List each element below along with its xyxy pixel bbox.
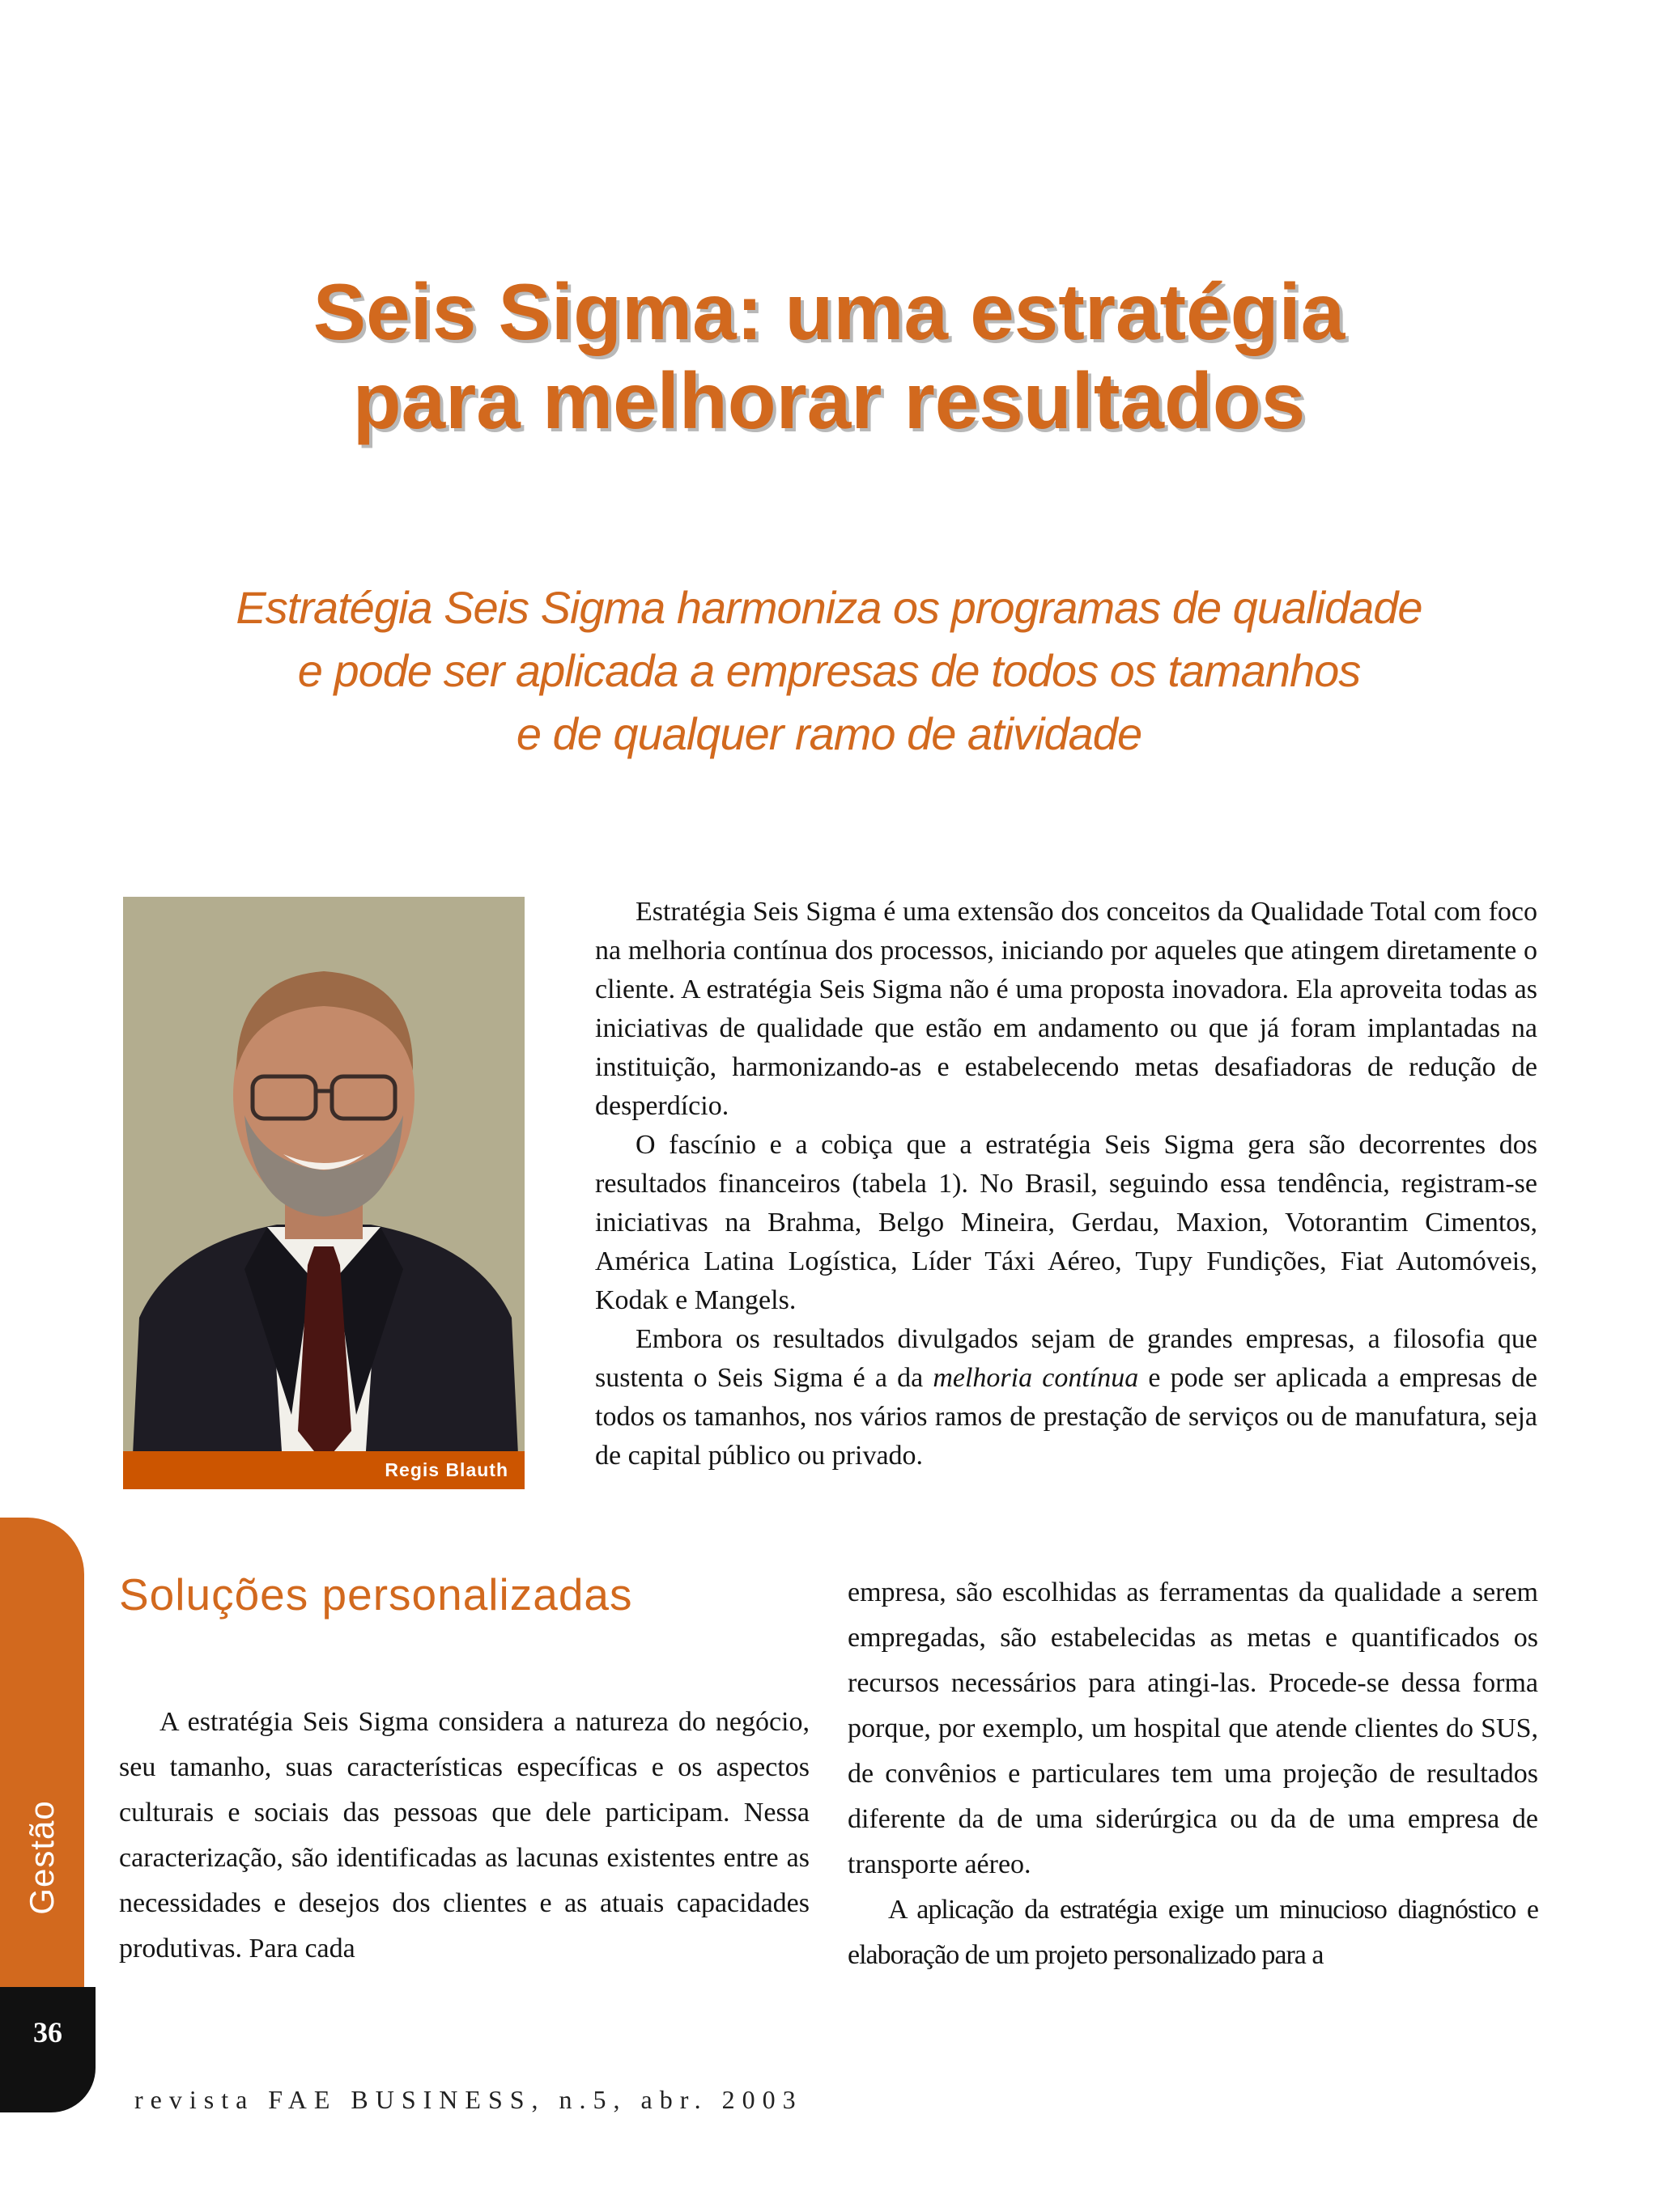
body-column-left [119, 1700, 810, 1972]
article-subtitle [0, 576, 1658, 766]
body-right-paragraph-2: A aplicação da estratégia exige um minucioso diagnóstico e elaboração de um projeto personalizado para a [848, 1895, 1538, 1970]
section-side-label: Gestão [23, 1800, 61, 1915]
article-title-line-1: Seis Sigma: uma estratégia [312, 267, 1346, 356]
article-subtitle-line-1: Estratégia Seis Sigma harmoniza os programas de qualidade [236, 582, 1422, 633]
article-subtitle-line-3: e de qualquer ramo de atividade [516, 708, 1142, 759]
body-left-paragraph: A estratégia Seis Sigma considera a natureza do negócio, seu tamanho, suas características específicas e os aspectos culturais e sociais das pessoas que dele participam. Nessa caracterização, são identificadas as lacunas existentes entre as necessidades e desejos dos clientes e as atuais capacidades produtivas. Para cada [119, 1707, 810, 1964]
footer-citation: revista FAE BUSINESS, n.5, abr. 2003 [134, 2085, 803, 2114]
intro-paragraph-3-emphasis: melhoria contínua [933, 1363, 1139, 1393]
section-heading: Soluções personalizadas [119, 1569, 633, 1620]
intro-paragraph-3-start: Embora os resultados divulgados sejam de grandes empresas, a filosofia que sustenta o Seis Sigma é a da [595, 1324, 1537, 1393]
article-title-line-2: para melhorar resultados [352, 356, 1306, 445]
article-title [0, 267, 1658, 445]
intro-text [595, 893, 1537, 1475]
body-right-paragraph-1: empresa, são escolhidas as ferramentas da qualidade a serem empregadas, são estabelecidas as metas e quantificados os recursos necessários para atingi-las. Procede-se dessa forma porque, por exemplo, um hospital que atende clientes do SUS, de convênios e particulares tem uma projeção de resultados diferente da de uma siderúrgica ou da de uma empresa de transporte aéreo. [848, 1577, 1538, 1879]
intro-paragraph-2: O fascínio e a cobiça que a estratégia Seis Sigma gera são decorrentes dos resultados financeiros (tabela 1). No Brasil, seguindo essa tendência, registram-se iniciativas na Brahma, Belgo Mineira, Gerdau, Maxion, Votorantim Cimentos, América Latina Logística, Líder Táxi Aéreo, Tupy Fundições, Fiat Automóveis, Kodak e Mangels. [595, 1130, 1537, 1315]
article-subtitle-line-2: e pode ser aplicada a empresas de todos os tamanhos [297, 645, 1361, 696]
section-side-tab [0, 1518, 84, 1987]
page-number-tab [0, 1987, 96, 2112]
intro-paragraph-3 [595, 1320, 1537, 1475]
author-portrait-illustration [123, 897, 525, 1489]
intro-paragraph-3-end: e pode ser aplicada a empresas de todos os tamanhos, nos vários ramos de prestação de serviços ou de manufatura, seja de capital público ou privado. [595, 1363, 1537, 1471]
photo-caption: Regis Blauth [123, 1451, 525, 1489]
page-number: 36 [33, 2016, 62, 2049]
author-photo [123, 897, 525, 1489]
body-column-right [848, 1570, 1538, 1978]
intro-paragraph-1: Estratégia Seis Sigma é uma extensão dos conceitos da Qualidade Total com foco na melhoria contínua dos processos, iniciando por aqueles que atingem diretamente o cliente. A estratégia Seis Sigma não é uma proposta inovadora. Ela aproveita todas as iniciativas de qualidade que estão em andamento ou que já foram implantadas na instituição, harmonizando-as e estabelecendo metas desafiadoras de redução de desperdício. [595, 897, 1537, 1121]
